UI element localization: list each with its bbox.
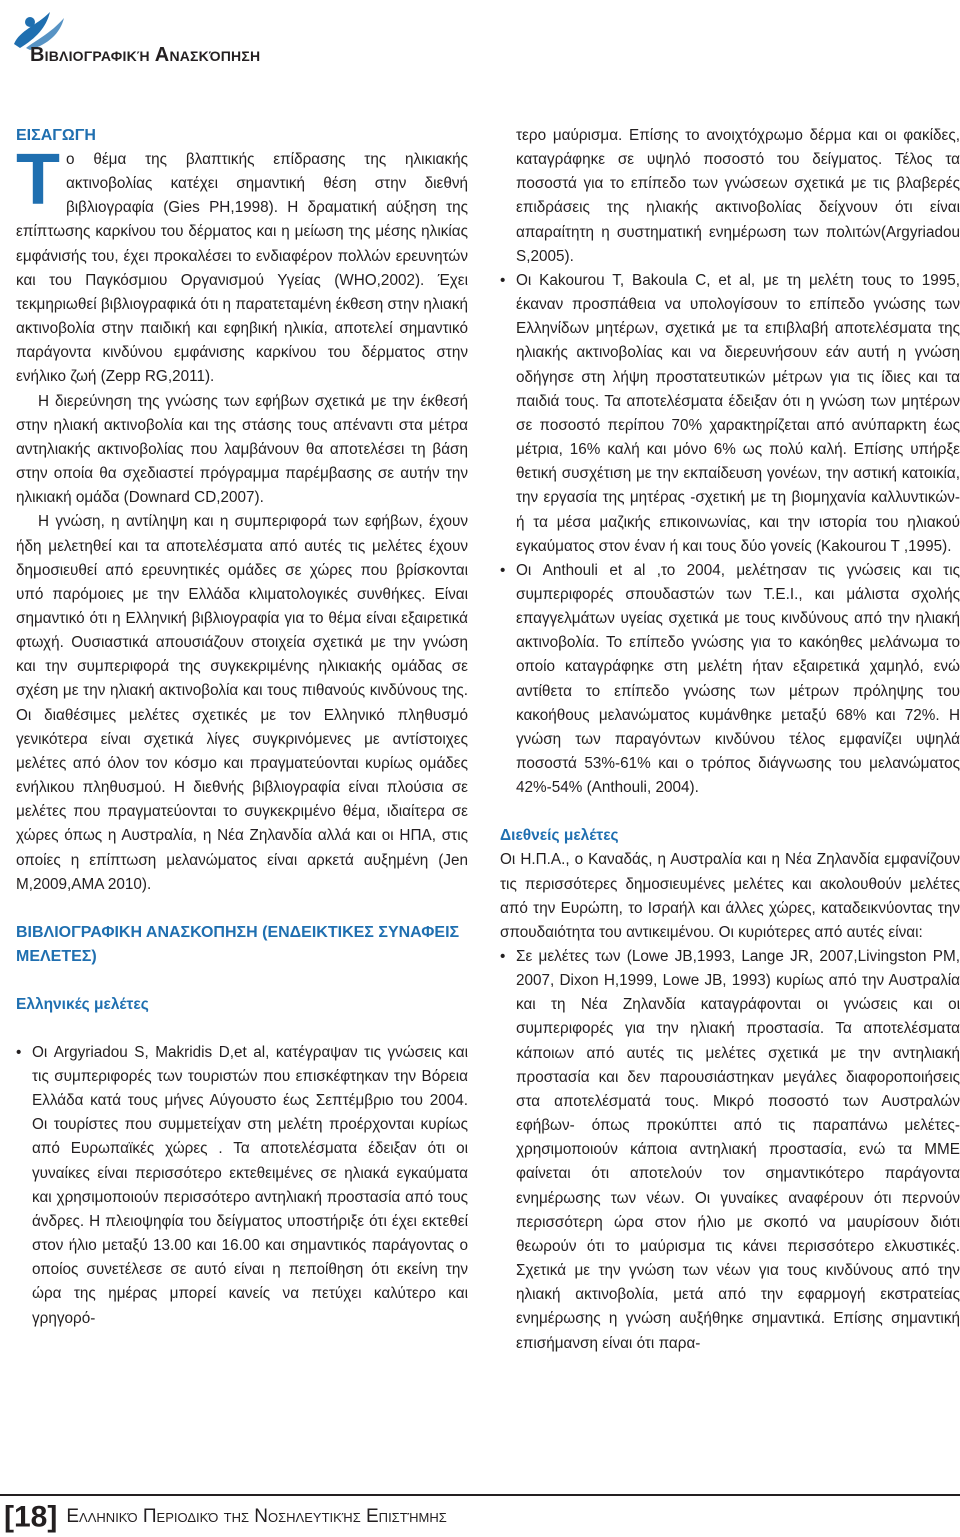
page-number: [18]	[4, 1500, 58, 1534]
right-column	[500, 124, 960, 1356]
list-item: • Οι Anthouli et al ,το 2004, μελέτησαν τις γνώσεις και τις συμπεριφορές σπουδαστών των Τ.Ε.Ι., και μάλιστα σχολής επαγγελμάτων υγείας σχετικά με τους κινδύνους από την ηλιακή ακτινοβολία. Το επίπεδο γνώσης για το κακόηθες μελάνωμα το οποίο καταγράφηκε στη μελέτη ήταν εξαιρετικά χαμηλό, ενώ αντίθετα το επίπεδο γνώσης των μέτρων πρόληψης του κακοήθους μελανώματος κυμάνθηκε μεταξύ 68% και 72%. Η γνώση των παραγόντων κινδύνου τέλος εμφανίζει υψηλά ποσοστά 53%-61% και ο τρόπος διάγνωσης του μελανώματος 42%-54% (Anthouli, 2004).	[500, 559, 960, 801]
intl-studies-heading: Διεθνείς μελέτες	[500, 827, 619, 845]
journal-title: Ελληνικό Περιοδικό της Νοσηλευτικής Επιστήμης	[66, 1506, 447, 1528]
intro-paragraph	[16, 140, 468, 390]
greek-studies-list-cont	[500, 269, 960, 800]
intl-studies-list	[500, 945, 960, 1356]
left-column	[16, 124, 468, 1331]
section-title: Βιβλιογραφική Ανασκόπηση	[30, 44, 261, 66]
paragraph: Η διερεύνηση της γνώσης των εφήβων σχετικά με την έκθεσή στην ηλιακή ακτινοβολία και της στάσης τους απέναντι στα μέτρα αντηλιακής ακτινοβολίας που λαμβάνουν θα αποτελέσει τη βάση στην οποία θα σχεδιαστεί πρόγραμμα παρέμβασης σε αυτήν την ηλικιακή ομάδα (Downard CD,2007).	[16, 392, 468, 507]
list-item: • Οι Kakourou T, Bakoula C, et al, με τη μελέτη τους το 1995, έκαναν προσπάθεια να υπολογίσουν το επίπεδο γνώσης των Ελληνίδων μητέρων, σχετικά με τα επιβλαβή αποτελέσματα της ηλιακής ακτινοβολίας και να διερευνήσουν εάν αυτή η γνώση οδήγησε στη λήψη προστατευτικών μέτρων για τις ίδιες και τα παιδιά τους. Τα αποτελέσματα έδειξαν ότι η γνώση των μητέρων σε ποσοστό περίπου 70% χαρακτηρίζεται από ανύπαρκτη έως μέτρια, 16% καλή και μόνο 6% ως πολύ καλή. Επίσης υπήρξε θετική συσχέτιση με την εκπαίδευση γονέων, την αστική κατοικία, την εργασία της μητέρας -σχετική με τη βιομηχανία καλλυντικών- ή τα μέσα μαζικής επικοινωνίας, και την ιστορία του ηλιακού εγκαύματος στον έναν ή και τους δύο γονείς (Kakourou T ,1995).	[500, 269, 960, 559]
paragraph: Οι Η.Π.Α., ο Καναδάς, η Αυστραλία και η Νέα Ζηλανδία εμφανίζουν τις περισσότερες δημοσιευμένες μελέτες και ακολουθούν μελέτες από την Ευρώπη, το Ισραήλ και άλλες χώρες, καταδεικνύοντας την σπουδαιότητα του αντικειμένου. Οι κυριότερες από αυτές είναι:	[500, 851, 960, 941]
drop-cap: Τ	[16, 140, 60, 220]
paragraph-continued: τερο μαύρισμα. Επίσης το ανοιχτόχρωμο δέρμα και οι φακίδες, καταγράφηκε σε υψηλό ποσοστό του δείγματος. Τέλος τα ποσοστά για το επίπεδο των γνώσεων σχετικά με τις βλαβερές επιδράσεις της ηλιακής ακτινοβολίας δείχνουν ότι είναι απαραίτητη η συστηματική ενημέρωση των πολιτών(Argyriadou S,2005).	[516, 127, 960, 265]
list-item: • Οι Argyriadou S, Makridis D,et al, κατέγραψαν τις γνώσεις και τις συμπεριφορές των τουριστών που επισκέφτηκαν την Βόρεια Ελλάδα κατά τους μήνες Αύγουστο έως Σεπτέμβριο του 2004. Οι τουρίστες που συμμετείχαν στη μελέτη προέρχονται κυρίως από Ευρωπαϊκές χώρες . Τα αποτελέσματα έδειξαν ότι οι γυναίκες είναι περισσότερο εκτεθειμένες σε ηλιακά εγκαύματα και χρησιμοποιούν περισσότερο αντηλιακή προστασία από τους άνδρες. Η πλειοψηφία του δείγματος υποστήριξε ότι έχει εκτεθεί στον ήλιο μεταξύ 13.00 και 16.00 και σημαντικός παράγοντας ο οποίος συνετέλεσε σε αυτό είναι η πεποίθηση ότι εκείνη την ώρα της ημέρας μπορεί κανείς να πετύχει καλύτερο και γρηγορό-	[16, 1041, 468, 1331]
intro-paragraph-text: ο θέμα της βλαπτικής επίδρασης της ηλικιακής ακτινοβολίας κατέχει σημαντική θέση στην διεθνή βιβλιογραφία (Gies PH,1998). Η δραματική αύξηση της επίπτωσης καρκίνου του δέρματος και η μείωση της μέσης ηλικίας εμφάνισής του, έχει προκαλέσει το ενδιαφέρον πολλών ερευνητών και του Παγκόσμιου Οργανισμού Υγείας (WHO,2002). Έχει τεκμηριωθεί βιβλιογραφικά ότι η παρατεταμένη έκθεση στην ηλιακή ακτινοβολία στην παιδική και εφηβική ηλικία, αποτελεί σημαντικό παράγοντα κινδύνου εμφάνισης καρκίνου του δέρματος στην ενήλικο ζωή (Zepp RG,2011).	[16, 151, 468, 386]
page-footer	[4, 1499, 447, 1534]
list-item: • Σε μελέτες των (Lowe JB,1993, Lange JR, 2007,Livingston PM, 2007, Dixon H,1999, Lowe JB, 1993) κυρίως από την Αυστραλία και τη Νέα Ζηλανδία καταγράφονται οι γνώσεις και οι συμπεριφορές για την ηλιακή προστασία. Τα αποτελέσματα κάποιων από αυτές τις μελέτες σχετικά με την αντηλιακή προστασία και δεν παρουσιάστηκαν μεγάλες διαφοροποιήσεις στα αποτελέσματά τους. Μικρό ποσοστό των Αυστραλών εφήβων- όπως προκύπτει από τις παραπάνω μελέτες-χρησιμοποιούν κάποια αντηλιακή προστασία, ενώ τα ΜΜΕ φαίνεται ότι αποτελούν τον σημαντικότερο παράγοντα ενημέρωσης των νέων. Οι γυναίκες αναφέρουν ότι περνούν περισσότερη ώρα στον ήλιο με σκοπό να μαυρίσουν διότι θεωρούν ότι το μαύρισμα τις κάνει περισσότερο ελκυστικές. Σχετικά με την γνώση των νέων για τους κινδύνους από την ηλιακή ακτινοβολία, μετά από την εφαρμογή εκστρατείας ενημέρωσης η γνώση αυξήθηκε σημαντικά. Επίσης σημαντική επισήμανση είναι ότι παρα-	[500, 945, 960, 1356]
intro-heading: ΕΙΣΑΓΩΓΗ	[16, 127, 96, 144]
greek-studies-heading: Ελληνικές μελέτες	[16, 995, 149, 1013]
greek-studies-list	[16, 1041, 468, 1331]
review-heading: ΒΙΒΛΙΟΓΡΑΦΙΚΗ ΑΝΑΣΚΟΠΗΣΗ (ΕΝΔΕΙΚΤΙΚΕΣ ΣΥΝΑΦΕΙΣ ΜΕΛΕΤΕΣ)	[16, 923, 460, 965]
footer-divider	[0, 1494, 960, 1496]
paragraph: Η γνώση, η αντίληψη και η συμπεριφορά των εφήβων, έχουν ήδη μελετηθεί και τα αποτελέσματα από αυτές τις μελέτες έχουν δημοσιευθεί από ερευνητικές ομάδες σε χώρες που βρίσκονται υπό παρόμοιες με την Ελλάδα κλιματολογικές συνθήκες. Είναι σημαντικό ότι η Ελληνική βιβλιογραφία για το θέμα είναι εξαιρετικά φτωχή. Ουσιαστικά απουσιάζουν στοιχεία σχετικά με την γνώση και την συμπεριφορά της συγκεκριμένης ηλικιακής ομάδας σε σχέση με την ηλιακή ακτινοβολία και τους πιθανούς κινδύνους της. Οι διαθέσιμες μελέτες σχετικές με τον Ελληνικό πληθυσμό γενικότερα είναι σχετικά λίγες συγκρινόμενες με αντίστοιχες μελέτες από όλον τον κόσμο και πραγματεύονται κυρίως ομάδες ενήλικου πληθυσμού. Η διεθνής βιβλιογραφία είναι πλούσια σε μελέτες που πραγματεύονται το συγκεκριμένο θέμα, ιδιαίτερα σε χώρες όπως η Αυστραλία, η Νέα Ζηλανδία αλλά και οι ΗΠΑ, στις οποίες η επίπτωση μελανώματος είναι αρκετά αυξημένη (Jen M,2009,AMA 2010).	[16, 513, 468, 893]
